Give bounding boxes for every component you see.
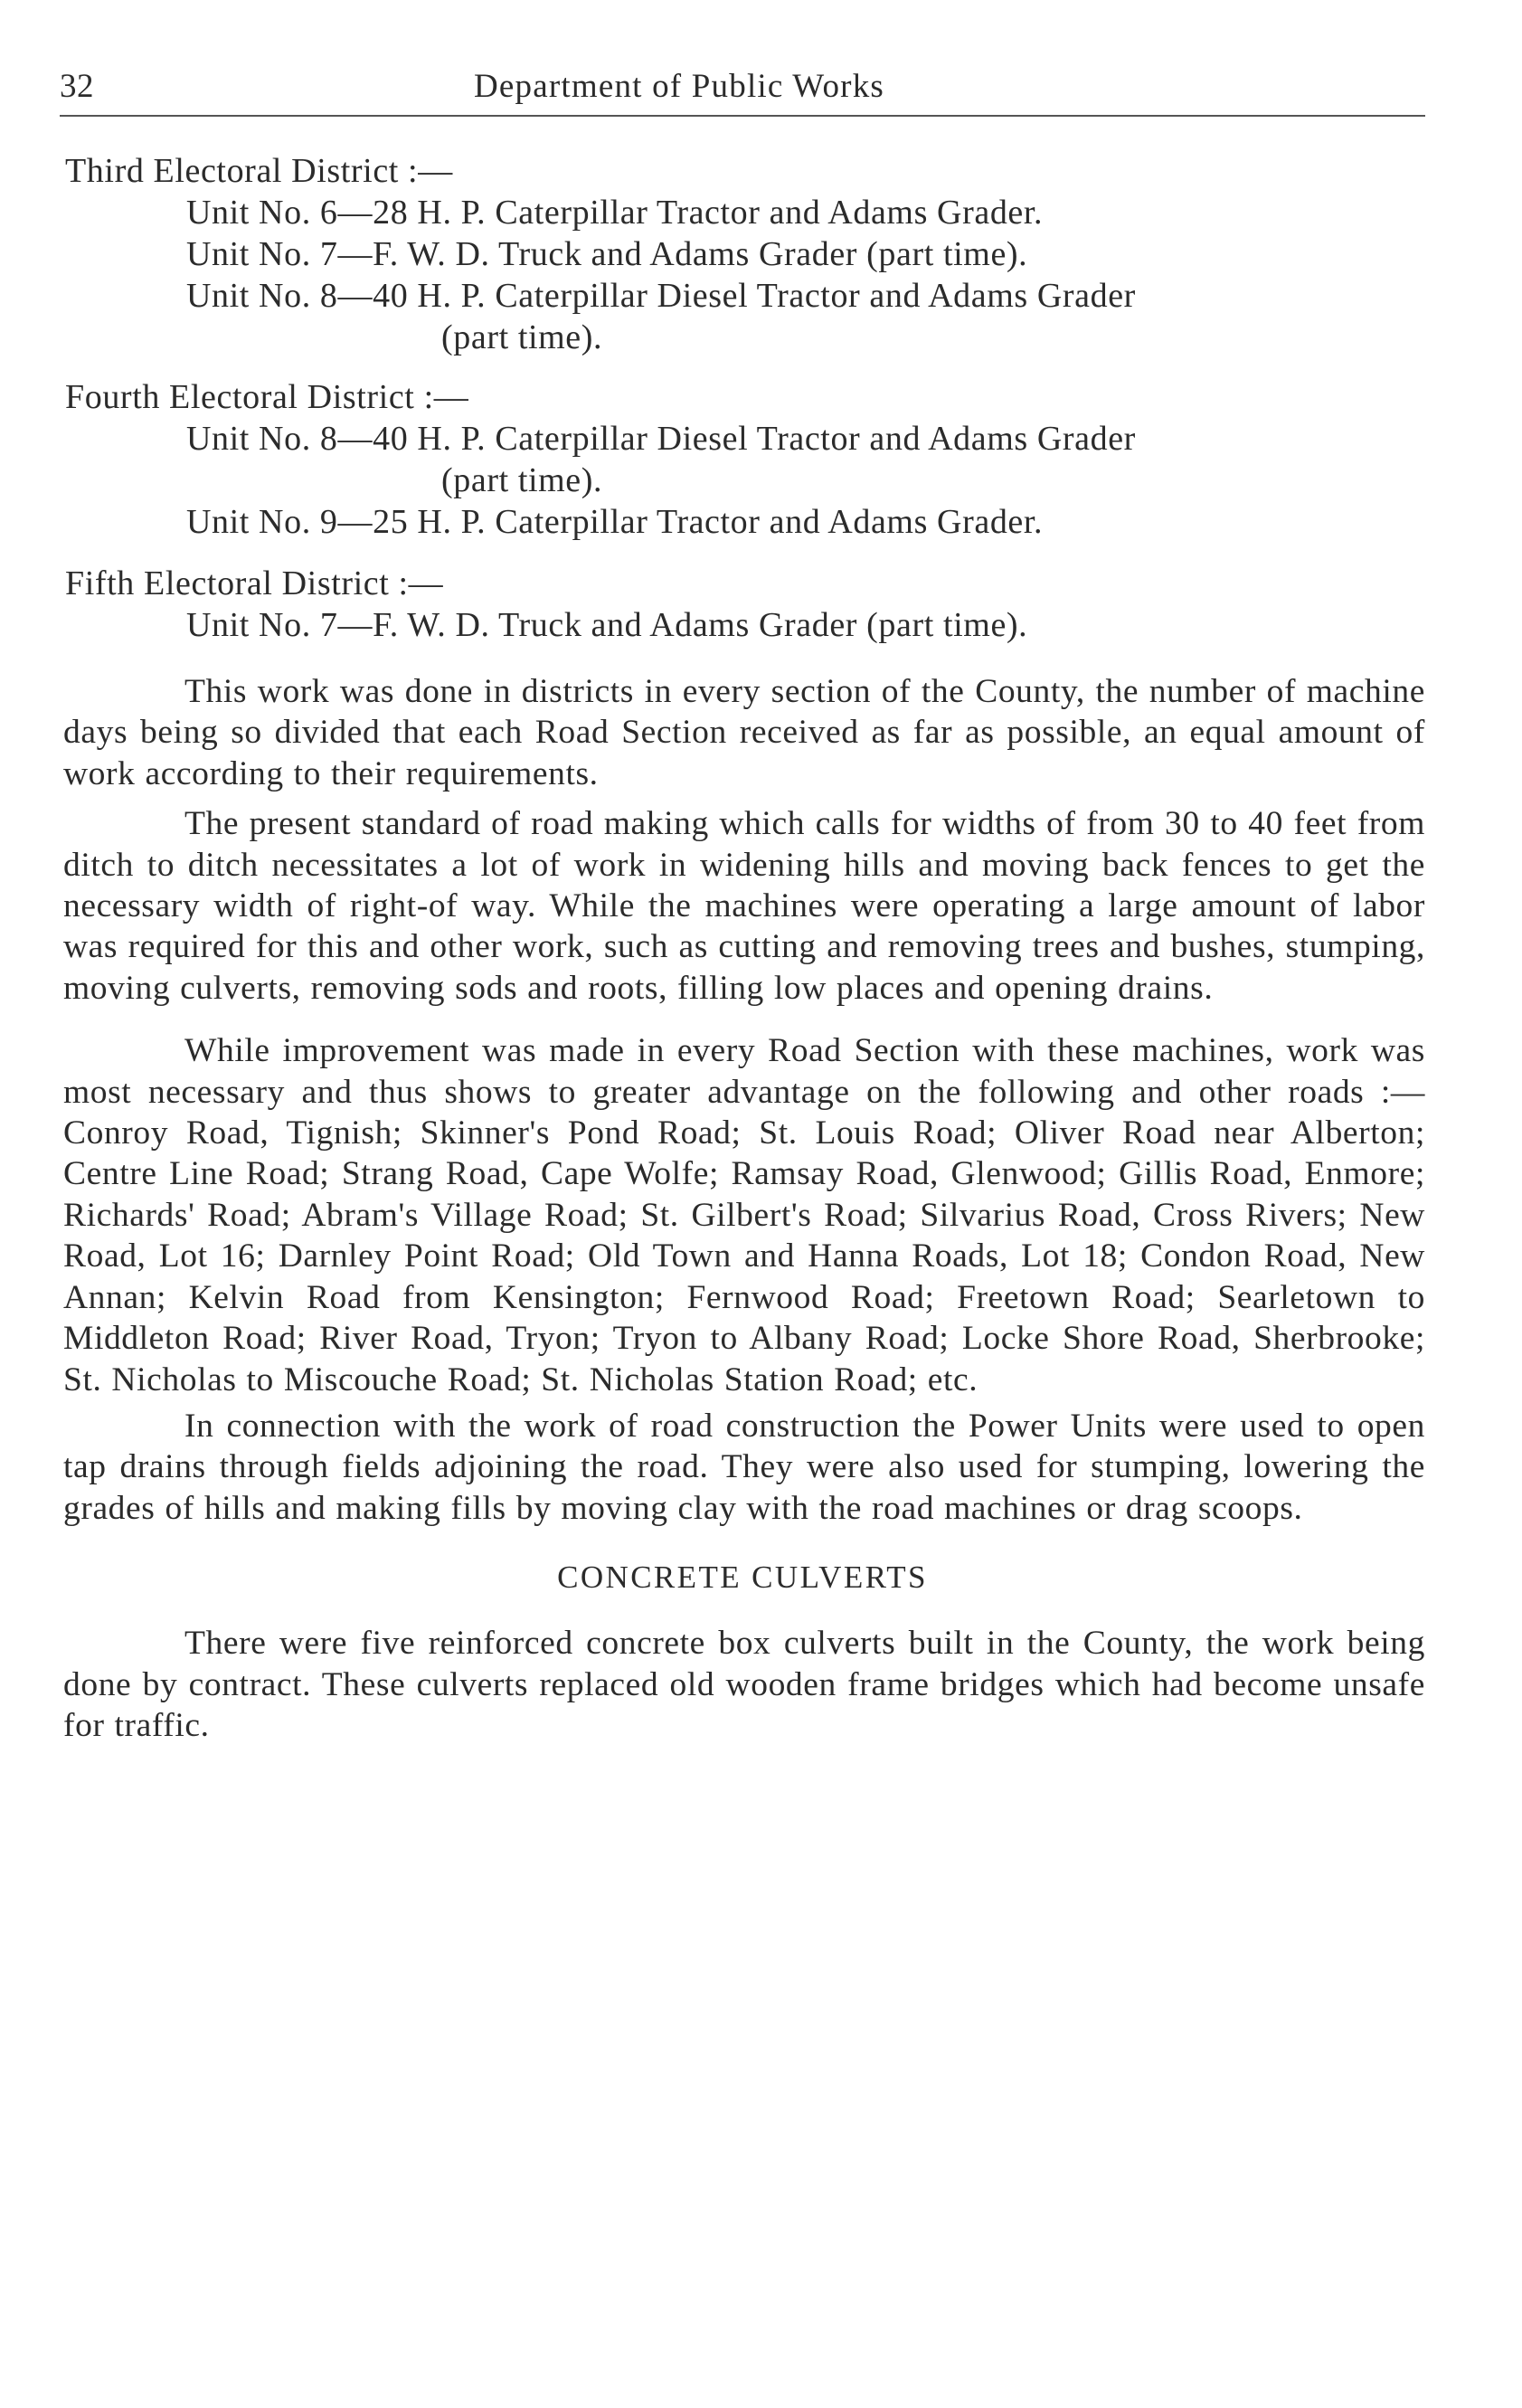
unit-line: Unit No. 7—F. W. D. Truck and Adams Grader (part time). [186,235,1028,273]
body-paragraph: The present standard of road making which calls for widths of from 30 to 40 feet from ditch to ditch necessitates a lot of work in widening hills and moving back fences to get the necessary width of right-of way. While the machines were operating a large amount of labor was required for this and other work, such as cutting and removing trees and bushes, stumping, moving culverts, removing sods and roots, filling low places and opening drains. [63,805,1425,1007]
unit-line: Unit No. 8—40 H. P. Caterpillar Diesel Tractor and Adams Grader [186,277,1136,315]
unit-line: Unit No. 6—28 H. P. Caterpillar Tractor and Adams Grader. [186,194,1044,232]
page-number: 32 [60,68,94,105]
unit-line: Unit No. 8—40 H. P. Caterpillar Diesel Tractor and Adams Grader [186,420,1136,458]
district-heading: Fifth Electoral District :— [65,564,444,602]
unit-line-continuation: (part time). [441,318,603,356]
section-paragraph: There were five reinforced concrete box culverts built in the County, the work being done by contract. These culverts replaced old wooden frame bridges which had become unsafe for traffic. [63,1625,1425,1744]
page-header [60,60,1425,116]
district-fourth [60,376,1425,543]
section-heading: CONCRETE CULVERTS [557,1560,928,1596]
district-heading: Fourth Electoral District :— [65,378,469,416]
running-title: Department of Public Works [474,68,884,105]
header-rule [60,115,1425,117]
document-page [60,60,1425,2357]
body-paragraph: This work was done in districts in every section of the County, the number of machine days being so divided that each Road Section received as far as possible, an equal amount of work according to their requirements. [63,673,1425,792]
unit-line-continuation: (part time). [441,461,603,499]
body-paragraph: In connection with the work of road construction the Power Units were used to open tap drains through fields adjoining the road. They were also used for stumping, lowering the grades of hills and making fills by moving clay with the road machines or drag scoops. [63,1407,1425,1527]
district-heading: Third Electoral District :— [65,152,453,190]
unit-line: Unit No. 7—F. W. D. Truck and Adams Grader (part time). [186,606,1028,644]
unit-line: Unit No. 9—25 H. P. Caterpillar Tractor and Adams Grader. [186,503,1044,541]
district-fifth [60,563,1425,646]
district-third [60,150,1425,358]
body-paragraph: While improvement was made in every Road Section with these machines, work was most necessary and thus shows to greater advantage on the following and other roads :— Conroy Road, Tignish; Skinner's Pond Road; St. Louis Road; Oliver Road near Alberton; Centre Line Road; Strang Road, Cape Wolfe; Ramsay Road, Glenwood; Gillis Road, Enmore; Richards' Road; Abram's Village Road; St. Gilbert's Road; Silvarius Road, Cross Rivers; New Road, Lot 16; Darnley Point Road; Old Town and Hanna Roads, Lot 18; Condon Road, New Annan; Kelvin Road from Kensington; Fernwood Road; Freetown Road; Searletown to Middleton Road; River Road, Tryon; Tryon to Albany Road; Locke Shore Road, Sherbrooke; St. Nicholas to Miscouche Road; St. Nicholas Station Road; etc. [63,1032,1425,1398]
